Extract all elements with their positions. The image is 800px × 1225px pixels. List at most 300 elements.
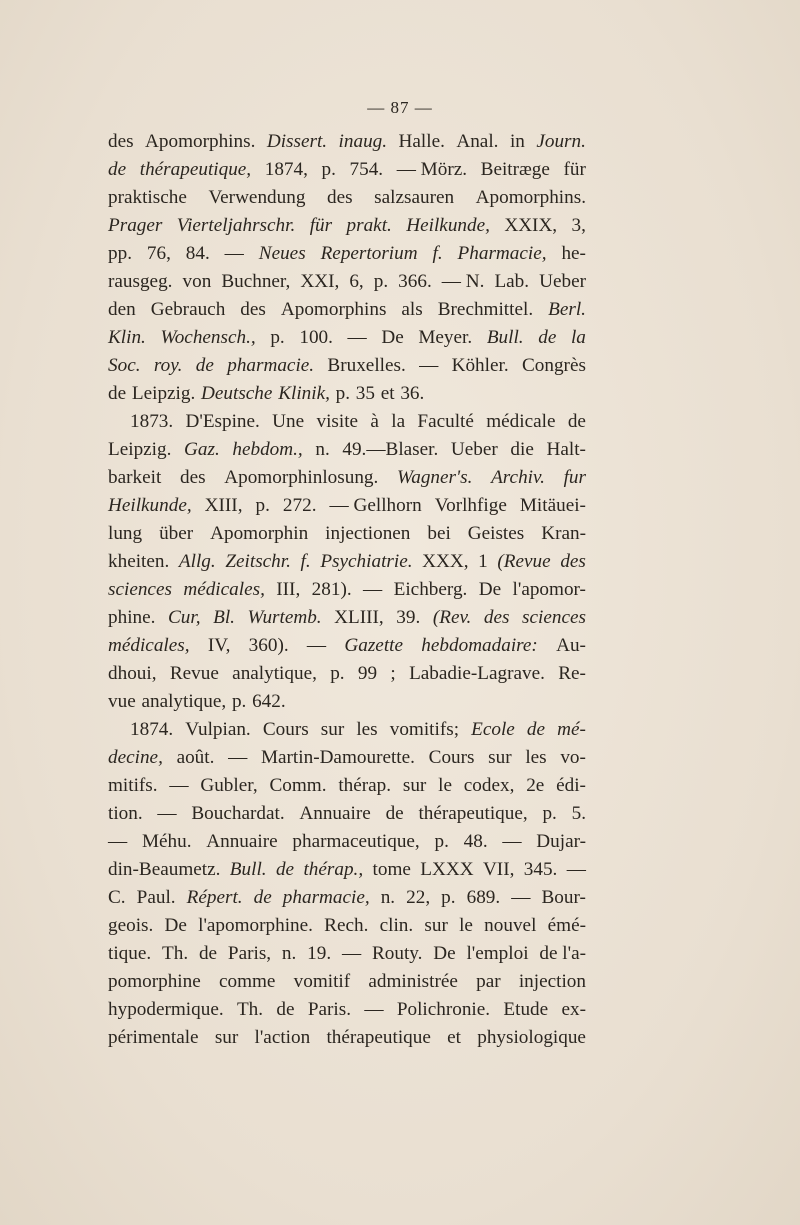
text-line <box>108 464 586 492</box>
text-word: Neues <box>258 243 306 264</box>
text-word: phine. <box>108 607 156 628</box>
text-word: Mitäuei- <box>519 495 586 516</box>
text-line <box>108 520 586 548</box>
text-word: bei <box>427 523 451 544</box>
text-word: Wochensch., <box>160 327 256 348</box>
text-line <box>108 296 586 324</box>
text-word: et <box>380 383 395 404</box>
text-word: 754. <box>349 159 384 180</box>
text-word: Routy. <box>371 943 423 964</box>
text-word: Rech. <box>324 915 369 936</box>
text-line <box>108 576 586 604</box>
text-word: vo- <box>560 747 586 768</box>
text-word: Lab. <box>494 271 530 292</box>
text-word: praktische <box>108 187 187 208</box>
text-word: Répert. <box>186 887 243 908</box>
text-word: von <box>182 271 212 292</box>
text-word: Une <box>272 411 305 432</box>
text-word: 99 <box>357 663 378 684</box>
text-word: dhoui, <box>108 663 157 684</box>
text-word: l'apomorphine. <box>198 915 313 936</box>
text-word: Bl. <box>213 607 235 628</box>
text-word: Anal. <box>456 131 499 152</box>
text-word: hypodermique. <box>108 999 224 1020</box>
text-word: — <box>306 635 327 656</box>
text-word: thérapeutique, <box>418 803 528 824</box>
text-word: p. <box>321 159 336 180</box>
text-word: de <box>108 159 127 180</box>
text-word: sciences <box>522 607 586 628</box>
text-word: n. <box>315 439 330 460</box>
text-word: de <box>108 383 127 404</box>
text-word: des <box>483 607 510 628</box>
text-word: Cur, <box>168 607 201 628</box>
text-word: f. <box>432 243 443 264</box>
text-word: émé- <box>547 915 586 936</box>
text-word: die <box>510 439 534 460</box>
text-word: 19. <box>307 943 332 964</box>
text-word: inaug. <box>338 131 388 152</box>
text-word: fur <box>563 467 586 488</box>
text-word: Apomorphins <box>280 299 387 320</box>
text-word: für <box>563 159 586 180</box>
text-word: — Gellhorn <box>329 495 422 516</box>
text-word: Psychiatrie. <box>320 551 413 572</box>
text-line <box>108 968 586 996</box>
text-word: Gebrauch <box>150 299 226 320</box>
text-word: barkeit <box>108 467 162 488</box>
text-word: Ueber <box>539 271 586 292</box>
text-word: prakt. <box>346 215 392 236</box>
text-word: Apomorphin <box>210 523 309 544</box>
text-word: Annuaire <box>206 831 278 852</box>
text-word: n. <box>281 943 297 964</box>
text-word: Faculté <box>417 411 474 432</box>
text-word: Halt- <box>546 439 586 460</box>
text-word: thérapeutique <box>326 1027 431 1048</box>
text-word: Cours <box>428 747 475 768</box>
text-word: — <box>364 999 384 1020</box>
text-line <box>108 408 586 436</box>
text-word: de l'a- <box>539 943 586 964</box>
text-line <box>108 240 586 268</box>
text-word: la <box>391 411 406 432</box>
text-word: — <box>157 803 177 824</box>
text-word: thérap., <box>303 859 364 880</box>
text-word: 2e <box>526 775 545 796</box>
text-line <box>108 380 586 408</box>
text-word: les <box>356 719 378 740</box>
text-word: médicale <box>486 411 556 432</box>
text-word: Polichronie. <box>396 999 491 1020</box>
text-word: De <box>478 579 502 600</box>
text-word: Soc. <box>108 355 141 376</box>
text-word: Paul. <box>136 887 176 908</box>
text-word: des <box>240 299 266 320</box>
text-word: Vorlhfige <box>434 495 507 516</box>
text-word: Bouchardat. <box>191 803 285 824</box>
text-word: IV, <box>207 635 231 656</box>
text-word: D'Espine. <box>185 411 260 432</box>
text-word: p. <box>231 691 247 712</box>
text-word: din-Beaumetz. <box>108 859 221 880</box>
text-word: VII, <box>482 859 515 880</box>
text-word: Gubler, <box>200 775 258 796</box>
text-word: Dujar- <box>536 831 586 852</box>
text-word: Leipzig. <box>108 439 172 460</box>
text-line <box>108 884 586 912</box>
text-word: — Mörz. <box>396 159 468 180</box>
text-word: vue <box>108 691 136 712</box>
text-word: — <box>511 887 531 908</box>
text-word: p. <box>330 663 345 684</box>
page-number: — 87 — <box>367 98 433 117</box>
text-word: 642. <box>252 691 286 712</box>
text-word: Cours <box>262 719 309 740</box>
text-word: la <box>570 327 586 348</box>
text-line <box>108 716 586 744</box>
text-word: hebdom., <box>232 439 303 460</box>
text-word: Paris. <box>307 999 351 1020</box>
text-word: Berl. <box>548 299 586 320</box>
text-line <box>108 128 586 156</box>
text-word: août. <box>176 747 215 768</box>
text-word: Vulpian. <box>185 719 251 740</box>
text-word: Gazette <box>344 635 404 656</box>
text-word: tion. <box>108 803 143 824</box>
text-line <box>108 660 586 688</box>
text-word: 100. <box>299 327 333 348</box>
text-word: III, <box>276 579 301 600</box>
text-word: 5. <box>571 803 586 824</box>
text-word: De <box>381 327 404 348</box>
text-word: Heilkunde, <box>406 215 490 236</box>
text-word: Allg. <box>178 551 216 572</box>
text-word: des <box>327 187 353 208</box>
text-word: Buchner, <box>221 271 291 292</box>
text-word: De <box>433 943 456 964</box>
text-word: de <box>385 803 404 824</box>
text-word: administrée <box>368 971 458 992</box>
text-word: 36. <box>400 383 425 404</box>
text-word: f. <box>300 551 311 572</box>
text-word: 1873. <box>130 411 174 432</box>
text-word: Bruxelles. <box>327 355 406 376</box>
text-word: Leipzig. <box>131 383 196 404</box>
text-word: XIII, <box>204 495 243 516</box>
text-line <box>108 828 586 856</box>
text-word: Re- <box>558 663 586 684</box>
text-word: des <box>179 467 206 488</box>
text-line <box>108 492 586 520</box>
text-word: 3, <box>571 215 586 236</box>
bibliography-text <box>108 128 586 1052</box>
text-word: clin. <box>379 915 414 936</box>
text-word: les <box>525 747 547 768</box>
text-word: visite <box>316 411 359 432</box>
text-line <box>108 912 586 940</box>
text-word: pharmaceutique, <box>292 831 420 852</box>
text-word: thérapeutique, <box>139 159 252 180</box>
text-line <box>108 548 586 576</box>
text-word: Halle. <box>398 131 445 152</box>
text-word: Bour- <box>541 887 586 908</box>
text-word: p. <box>373 271 389 292</box>
text-word: nouvel <box>484 915 537 936</box>
text-word: périmentale <box>108 1027 199 1048</box>
text-word: Th. <box>236 999 264 1020</box>
text-word: l'action <box>254 1027 311 1048</box>
text-line <box>108 324 586 352</box>
text-word: LXXX <box>420 859 474 880</box>
text-word: et <box>447 1027 461 1048</box>
text-word: Journ. <box>536 131 586 152</box>
text-word: 366. <box>398 271 432 292</box>
text-word: 49.—Blaser. <box>342 439 439 460</box>
text-word: XLIII, <box>334 607 384 628</box>
text-word: 84. <box>185 243 210 264</box>
text-word: — <box>341 943 362 964</box>
text-word: Klin. <box>108 327 146 348</box>
text-line <box>108 744 586 772</box>
text-line <box>108 212 586 240</box>
text-word: mitifs. <box>108 775 158 796</box>
text-word: 76, <box>146 243 171 264</box>
text-line <box>108 632 586 660</box>
text-word: de <box>275 859 295 880</box>
text-word: 345. <box>523 859 558 880</box>
text-word: pharmacie. <box>227 355 315 376</box>
text-word: médicales, <box>108 635 190 656</box>
text-word: Bull. <box>229 859 267 880</box>
text-word: Wagner's. <box>397 467 473 488</box>
text-word: 39. <box>396 607 421 628</box>
text-word: XXIX, <box>504 215 558 236</box>
text-word: édi- <box>556 775 586 796</box>
text-word: sur <box>424 915 448 936</box>
text-word: (Rev. <box>432 607 472 628</box>
text-word: analytique, <box>232 663 317 684</box>
text-word: analytique, <box>141 691 227 712</box>
text-word: Au- <box>556 635 586 656</box>
text-line <box>108 996 586 1024</box>
text-word: Congrès <box>521 355 586 376</box>
text-word: sciences <box>108 579 172 600</box>
text-line <box>108 604 586 632</box>
text-line <box>108 772 586 800</box>
text-word: hebdomadaire: <box>421 635 538 656</box>
text-word: salzsauren <box>374 187 455 208</box>
text-word: ; <box>390 663 396 684</box>
text-word: par <box>476 971 501 992</box>
text-word: Gaz. <box>184 439 220 460</box>
text-word: Dissert. <box>266 131 328 152</box>
text-word: — N. <box>441 271 485 292</box>
text-word: geois. <box>108 915 154 936</box>
text-word: 1874, <box>264 159 308 180</box>
text-word: tome <box>372 859 411 880</box>
text-word: Comm. <box>269 775 327 796</box>
text-word: le <box>438 775 452 796</box>
text-word: Geistes <box>467 523 525 544</box>
text-word: 22, <box>406 887 431 908</box>
text-word: — <box>169 775 189 796</box>
text-word: de <box>538 327 557 348</box>
text-line <box>108 436 586 464</box>
text-word: Eichberg. <box>393 579 468 600</box>
text-word: — <box>228 747 248 768</box>
text-word: injection <box>518 971 586 992</box>
text-word: Ecole <box>471 719 515 740</box>
text-word: p. <box>542 803 557 824</box>
text-word: 48. <box>463 831 488 852</box>
text-word: Zeitschr. <box>225 551 291 572</box>
text-word: 35 <box>355 383 375 404</box>
text-word: — <box>108 831 128 852</box>
text-line <box>108 800 586 828</box>
text-word: Prager <box>108 215 163 236</box>
text-line <box>108 156 586 184</box>
text-word: — <box>363 579 383 600</box>
text-word: p. <box>335 383 351 404</box>
text-line <box>108 940 586 968</box>
text-word: à <box>370 411 379 432</box>
text-word: sur <box>488 747 512 768</box>
text-word: sur <box>214 1027 239 1048</box>
text-word: Paris, <box>227 943 272 964</box>
text-word: mé- <box>557 719 586 740</box>
text-line <box>108 1024 586 1052</box>
text-word: Pharmacie, <box>457 243 547 264</box>
text-word: lung <box>108 523 143 544</box>
text-line <box>108 184 586 212</box>
text-word: 689. <box>466 887 501 908</box>
text-word: thérap. <box>338 775 392 796</box>
text-word: Bull. <box>486 327 524 348</box>
text-word: Kran- <box>541 523 586 544</box>
text-word: XXI, <box>300 271 340 292</box>
text-word: — <box>224 243 244 264</box>
text-word: — <box>566 859 586 880</box>
text-word: (Revue <box>497 551 551 572</box>
text-word: — <box>502 831 522 852</box>
text-word: Brechmittel. <box>437 299 534 320</box>
text-word: des <box>108 131 134 152</box>
text-word: ex- <box>561 999 586 1020</box>
text-word: Etude <box>503 999 549 1020</box>
text-word: sur <box>320 719 345 740</box>
text-word: — <box>419 355 439 376</box>
text-word: Archiv. <box>491 467 545 488</box>
text-word: injectionen <box>325 523 411 544</box>
text-word: physiologique <box>477 1027 586 1048</box>
text-word: Repertorium <box>320 243 418 264</box>
text-word: Meyer. <box>418 327 473 348</box>
text-word: l'apomor- <box>512 579 586 600</box>
text-word: Annuaire <box>299 803 371 824</box>
text-line <box>108 688 586 716</box>
text-word: für <box>309 215 333 236</box>
text-line <box>108 352 586 380</box>
text-word: 281). <box>311 579 352 600</box>
text-word: Wurtemb. <box>247 607 322 628</box>
text-word: de <box>567 411 586 432</box>
text-word: in <box>509 131 525 152</box>
text-word: Beitræge <box>480 159 550 180</box>
text-word: n. <box>380 887 396 908</box>
text-word: Apomorphins. <box>475 187 586 208</box>
text-word: 1874. <box>130 719 174 740</box>
text-word: vomitif <box>293 971 351 992</box>
text-word: rausgeg. <box>108 271 173 292</box>
text-word: vomitifs; <box>389 719 460 740</box>
text-word: pp. <box>108 243 132 264</box>
text-word: Revue <box>169 663 219 684</box>
text-word: comme <box>218 971 276 992</box>
text-line <box>108 268 586 296</box>
text-word: le <box>459 915 473 936</box>
text-word: 1 <box>478 551 488 572</box>
text-line <box>108 856 586 884</box>
text-word: Klinik, <box>278 383 330 404</box>
text-word: pomorphine <box>108 971 201 992</box>
text-word: über <box>159 523 194 544</box>
text-word: pharmacie, <box>282 887 370 908</box>
text-word: de <box>198 943 218 964</box>
text-word: tique. <box>108 943 152 964</box>
text-word: Th. <box>162 943 189 964</box>
text-word: Labadie-Lagrave. <box>409 663 545 684</box>
text-word: — <box>347 327 367 348</box>
text-word: p. <box>270 327 285 348</box>
text-word: Apomorphins. <box>145 131 256 152</box>
text-word: decine, <box>108 747 163 768</box>
text-word: sur <box>402 775 427 796</box>
text-word: Ueber <box>450 439 498 460</box>
text-word: p. <box>434 831 449 852</box>
text-word: Heilkunde, <box>108 495 192 516</box>
text-word: 272. <box>282 495 317 516</box>
text-word: roy. <box>153 355 183 376</box>
text-word: Köhler. <box>451 355 509 376</box>
text-word: XXX, <box>422 551 469 572</box>
text-word: Verwendung <box>208 187 306 208</box>
text-word: Méhu. <box>141 831 192 852</box>
text-word: 6, <box>349 271 364 292</box>
text-word: Apomorphinlosung. <box>224 467 379 488</box>
text-word: Martin-Damourette. <box>260 747 415 768</box>
text-word: de <box>526 719 546 740</box>
text-word: Vierteljahrschr. <box>176 215 296 236</box>
text-word: des <box>560 551 586 572</box>
text-word: p. <box>441 887 456 908</box>
text-word: kheiten. <box>108 551 170 572</box>
text-word: 360). <box>248 635 289 656</box>
text-word: de <box>276 999 295 1020</box>
text-word: médicales, <box>183 579 265 600</box>
text-word: als <box>401 299 423 320</box>
text-word: de <box>195 355 214 376</box>
text-word: den <box>108 299 136 320</box>
text-word: p. <box>255 495 270 516</box>
text-word: de <box>253 887 272 908</box>
text-word: C. <box>108 887 126 908</box>
text-word: l'emploi <box>466 943 529 964</box>
text-word: he- <box>561 243 586 264</box>
text-word: Deutsche <box>201 383 273 404</box>
text-word: De <box>164 915 187 936</box>
text-word: codex, <box>463 775 515 796</box>
